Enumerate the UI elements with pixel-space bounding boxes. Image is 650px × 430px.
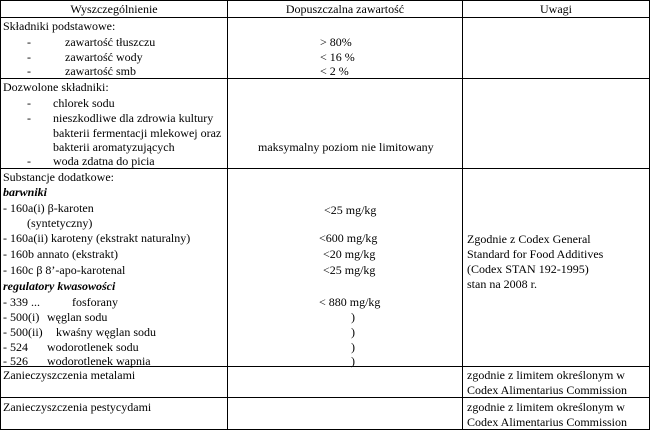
section2-item-line: woda zdatna do picia — [53, 154, 155, 168]
regulator-name: węglan sodu — [47, 310, 108, 324]
regulator-code: - 500(ii) — [3, 325, 43, 339]
regulator-name: wodorotlenek wapnia — [47, 354, 151, 368]
header-col3: Uwagi — [540, 2, 572, 16]
colorant-line: (syntetyczny) — [27, 216, 93, 230]
header-col2: Dopuszczalna zawartość — [285, 2, 405, 16]
section5-note-line: Codex Alimentarius Commission — [467, 415, 628, 429]
regulator-code: - 524 — [3, 340, 28, 354]
section1-item-value: < 16 % — [320, 50, 355, 64]
section2-item-line: bakterii aromatyzujących — [53, 140, 175, 154]
list-dash: - — [27, 64, 31, 78]
regulator-value: ) — [351, 340, 355, 354]
regulator-name: kwaśny węglan sodu — [56, 325, 156, 339]
section2-item-line: chlorek sodu — [53, 96, 115, 110]
colorant-value: <25 mg/kg — [323, 263, 376, 277]
section1-item-label: zawartość wody — [65, 50, 143, 64]
section4-note-line: zgodnie z limitem określonym w — [467, 368, 625, 382]
section3-title: Substancje dodatkowe: — [3, 170, 114, 184]
section3-note-line: stan na 2008 r. — [467, 277, 537, 291]
header-col1: Wyszczególnienie — [70, 2, 158, 16]
group-heading-colorants: barwniki — [3, 185, 48, 199]
rule-top — [0, 0, 650, 1]
section1-item-value: > 80% — [320, 35, 352, 49]
regulator-name: wodorotlenek sodu — [47, 340, 139, 354]
section1-item-label: zawartość smb — [65, 64, 136, 78]
section1-item-label: zawartość tłuszczu — [65, 35, 156, 49]
colorant-value: <25 mg/kg — [324, 203, 377, 217]
colorant-line: - 160c β 8’-apo-karotenal — [3, 263, 126, 277]
rule-section4 — [0, 397, 650, 398]
regulator-code: - 500(i) — [3, 310, 40, 324]
section2-title: Dozwolone składniki: — [3, 80, 109, 94]
section4-note-line: Codex Alimentarius Commission — [467, 383, 628, 397]
section4-title: Zanieczyszczenia metalami — [3, 368, 136, 382]
colorant-value: <20 mg/kg — [323, 247, 376, 261]
rule-left — [0, 0, 1, 430]
regulator-code: - 339 ... — [3, 295, 40, 309]
colorant-line: - 160b annato (ekstrakt) — [3, 247, 118, 261]
section2-item-line: nieszkodliwe dla zdrowia kultury — [53, 111, 214, 125]
list-dash: - — [27, 111, 31, 125]
rule-section2 — [0, 168, 650, 169]
colorant-value: <600 mg/kg — [319, 231, 378, 245]
section5-title: Zanieczyszczenia pestycydami — [3, 400, 152, 414]
rule-col2 — [462, 0, 463, 430]
regulator-value: ) — [351, 310, 355, 324]
list-dash: - — [27, 35, 31, 49]
section3-note-line: Standard for Food Additives — [467, 247, 604, 261]
rule-col1 — [227, 0, 228, 430]
regulator-value: ) — [351, 354, 355, 368]
regulator-code: - 526 — [3, 354, 28, 368]
colorant-line: - 160a(i) β-karoten — [3, 201, 94, 215]
regulator-value: ) — [351, 325, 355, 339]
colorant-line: - 160a(ii) karoteny (ekstrakt naturalny) — [3, 231, 191, 245]
section2-value: maksymalny poziom nie limitowany — [258, 140, 434, 154]
section3-note-line: Zgodnie z Codex General — [467, 232, 591, 246]
regulator-value: < 880 mg/kg — [319, 295, 381, 309]
list-dash: - — [27, 154, 31, 168]
section1-item-value: < 2 % — [320, 64, 349, 78]
section3-note-line: (Codex STAN 192-1995) — [467, 262, 589, 276]
rule-header — [0, 17, 650, 18]
list-dash: - — [27, 96, 31, 110]
section5-note-line: zgodnie z limitem określonym w — [467, 400, 625, 414]
list-dash: - — [27, 50, 31, 64]
rule-section1 — [0, 78, 650, 79]
group-heading-acidity-regulators: regulatory kwasowości — [3, 279, 116, 293]
regulator-name: fosforany — [72, 295, 118, 309]
section2-item-line: bakterii fermentacji mlekowej oraz — [53, 126, 222, 140]
section1-title: Składniki podstawowe: — [3, 19, 116, 33]
